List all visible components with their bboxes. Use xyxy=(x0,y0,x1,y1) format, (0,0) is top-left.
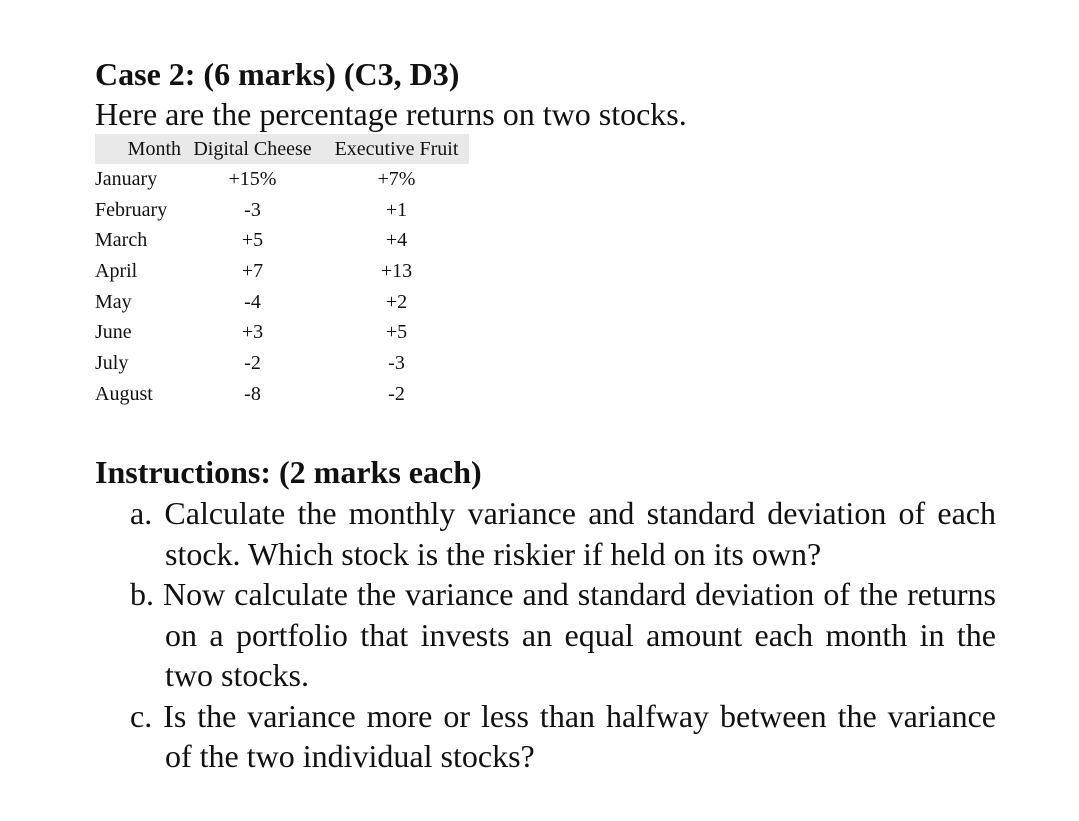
digital-cheese-cell: +5 xyxy=(241,229,264,252)
month-cell: June xyxy=(95,321,132,344)
instructions-list xyxy=(130,493,996,777)
instructions-heading: Instructions: (2 marks each) xyxy=(95,454,482,490)
digital-cheese-cell: +7 xyxy=(241,259,264,282)
table-row xyxy=(95,164,469,195)
month-cell: April xyxy=(95,259,138,282)
month-cell: August xyxy=(95,382,153,405)
month-cell: July xyxy=(95,351,129,374)
executive-fruit-cell: +4 xyxy=(385,229,408,252)
executive-fruit-cell: +7% xyxy=(377,167,416,190)
digital-cheese-cell: +3 xyxy=(241,321,264,344)
table-row xyxy=(95,348,469,379)
executive-fruit-cell: -3 xyxy=(388,351,405,374)
digital-cheese-cell: -2 xyxy=(244,351,261,374)
returns-table xyxy=(95,134,469,410)
month-cell: March xyxy=(95,229,148,252)
month-cell: January xyxy=(95,167,158,190)
table-row xyxy=(95,195,469,226)
case-heading: Case 2: (6 marks) (C3, D3) xyxy=(95,56,460,92)
executive-fruit-cell: +13 xyxy=(380,259,413,282)
instruction-item-a: a. Calculate the monthly variance and standard deviation of each stock. Which stock is the riskier if held on its own? xyxy=(130,495,996,572)
table-row xyxy=(95,225,469,256)
table-header-row xyxy=(95,134,469,164)
header-executive-fruit: Executive Fruit xyxy=(324,134,469,164)
intro-text: Here are the percentage returns on two stocks. xyxy=(95,96,687,132)
executive-fruit-cell: +1 xyxy=(385,198,408,221)
month-cell: February xyxy=(95,198,168,221)
table-row xyxy=(95,256,469,287)
digital-cheese-cell: -4 xyxy=(244,290,261,313)
digital-cheese-cell: +15% xyxy=(228,167,277,190)
executive-fruit-cell: +5 xyxy=(385,321,408,344)
table-row xyxy=(95,317,469,348)
digital-cheese-cell: -3 xyxy=(244,198,261,221)
executive-fruit-cell: -2 xyxy=(388,382,405,405)
instruction-item-c: c. Is the variance more or less than halfway between the variance of the two individual stocks? xyxy=(130,697,996,774)
header-digital-cheese: Digital Cheese xyxy=(181,134,324,164)
table-row xyxy=(95,287,469,318)
instruction-item-b: b. Now calculate the variance and standard deviation of the returns on a portfolio that invests an equal amount each month in the two stocks. xyxy=(130,576,996,693)
executive-fruit-cell: +2 xyxy=(385,290,408,313)
header-month: Month xyxy=(95,134,181,164)
table-row xyxy=(95,379,469,410)
digital-cheese-cell: -8 xyxy=(244,382,261,405)
month-cell: May xyxy=(95,290,132,313)
